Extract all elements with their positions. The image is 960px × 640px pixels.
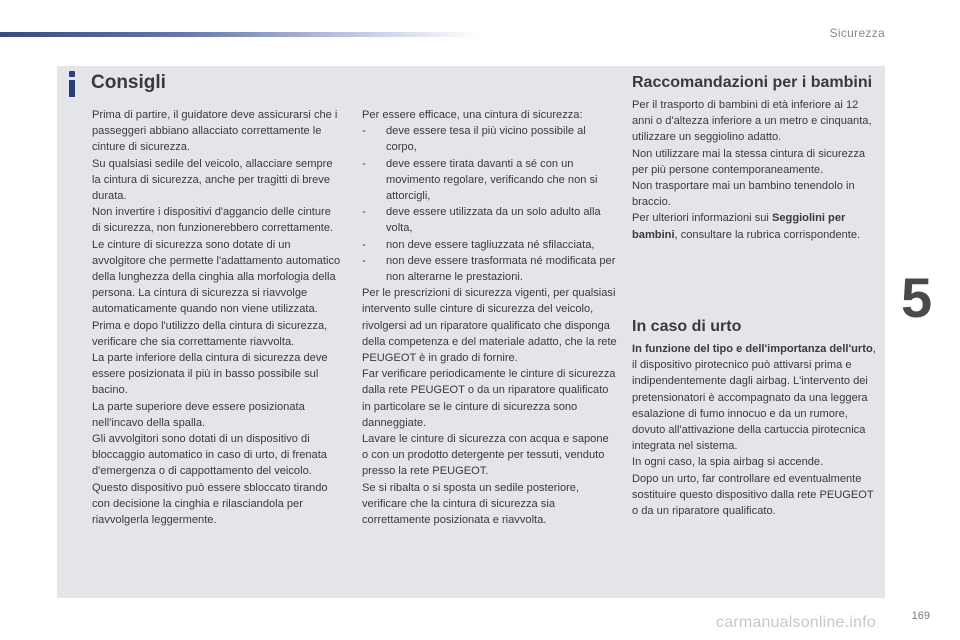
consigli-column-2: [362, 107, 617, 528]
paragraph: Gli avvolgitori sono dotati di un dispositivo di bloccaggio automatico in caso di urto, di frenata d'emergenza o di cappottamento del veicolo. Questo dispositivo può essere sbloccato tirando con decisione la cinghia e rilasciandola per riavvolgerla leggermente.: [92, 433, 328, 527]
paragraph: Le cinture di sicurezza sono dotate di un avvolgitore che permette l'adattamento automatico della lunghezza della cinghia alla morfologia della persona. La cintura di sicurezza si riavvolge automaticamente quando non viene utilizzata.: [92, 238, 341, 316]
paragraph: Per il trasporto di bambini di età inferiore ai 12 anni o d'altezza inferiore a un metro e cinquanta, utilizzare un seggiolino adatto.: [632, 99, 872, 144]
list-item: - deve essere tirata davanti a sé con un movimento regolare, verificando che non si attorcigli,: [362, 156, 617, 205]
list-intro: Per essere efficace, una cintura di sicurezza:: [362, 109, 583, 121]
list-item: - deve essere utilizzata da un solo adulto alla volta,: [362, 204, 617, 236]
paragraph: Per ulteriori informazioni sui Seggiolini per bambini, consultare la rubrica corrispondente.: [632, 212, 861, 241]
paragraph: Su qualsiasi sedile del veicolo, allacciare sempre la cintura di sicurezza, anche per tragitti di breve durata.: [92, 157, 333, 203]
paragraph: Se si ribalta o si sposta un sedile posteriore, verificare che la cintura di sicurezza sia correttamente posizionata e riavvolta.: [362, 481, 580, 527]
paragraph: Non trasportare mai un bambino tenendolo in braccio.: [632, 180, 855, 209]
paragraph: Per le prescrizioni di sicurezza vigenti, per qualsiasi intervento sulle cinture di sicurezza del veicolo, rivolgersi ad un riparatore qualificato che disponga della competenza e del materiale adatto, che la rete PEUGEOT è in grado di fornire.: [362, 287, 617, 365]
paragraph: Far verificare periodicamente le cinture di sicurezza dalla rete PEUGEOT o da un riparatore qualificato in particolare se le cinture di sicurezza sono danneggiate.: [362, 368, 616, 429]
header-accent-bar: [0, 32, 480, 37]
consigli-heading: Consigli: [91, 72, 166, 93]
list-item: - deve essere tesa il più vicino possibile al corpo,: [362, 123, 617, 155]
paragraph: Dopo un urto, far controllare ed eventualmente sostituire questo dispositivo dalla rete PEUGEOT o da un riparatore qualificato.: [632, 472, 874, 518]
list-item: - non deve essere trasformata né modificata per non alterarne le prestazioni.: [362, 253, 617, 285]
paragraph: Prima di partire, il guidatore deve assicurarsi che i passeggeri abbiano allacciato correttamente le cinture di sicurezza.: [92, 109, 338, 154]
paragraph: Non utilizzare mai la stessa cintura di sicurezza per più persone contemporaneamente.: [632, 147, 866, 176]
chapter-number: 5: [901, 266, 933, 329]
paragraph: In funzione del tipo e dell'importanza dell'urto, il dispositivo pirotecnico può attivarsi prima e indipendentemente dagli airbag. L'intervento dei pretensionatori è accompagnato da una leggera esalazione di fumo innocuo e da un rumore, dovuto all'attivazione della cartuccia pirotecnica integrata nel sistema.: [632, 343, 876, 453]
urto-heading: In caso di urto: [632, 318, 742, 335]
list-item: - non deve essere tagliuzzata né sfilacciata,: [362, 237, 617, 253]
consigli-column-1: [92, 107, 342, 528]
urto-section: [632, 341, 877, 519]
bambini-section: [632, 97, 877, 243]
paragraph: La parte inferiore della cintura di sicurezza deve essere posizionata il più in basso possibile sul bacino.: [92, 352, 328, 397]
paragraph: Prima e dopo l'utilizzo della cintura di sicurezza, verificare che sia correttamente riavvolta.: [92, 319, 328, 348]
paragraph: In ogni caso, la spia airbag si accende.: [632, 456, 824, 469]
cross-reference: Seggiolini per bambini: [632, 212, 846, 241]
section-title: Sicurezza: [829, 26, 885, 40]
bambini-heading: Raccomandazioni per i bambini: [632, 74, 873, 91]
info-icon: [67, 71, 77, 97]
requirements-list: [362, 123, 617, 285]
paragraph: Lavare le cinture di sicurezza con acqua e sapone o con un prodotto detergente per tessuti, venduto presso la rete PEUGEOT.: [362, 433, 609, 478]
emphasis: In funzione del tipo e dell'importanza dell'urto: [632, 343, 873, 355]
page-number: 169: [911, 610, 930, 622]
watermark: carmanualsonline.info: [716, 614, 876, 631]
paragraph: La parte superiore deve essere posizionata nell'incavo della spalla.: [92, 400, 305, 429]
paragraph: Non invertire i dispositivi d'aggancio delle cinture di sicurezza, non funzionerebbero correttamente.: [92, 206, 334, 235]
